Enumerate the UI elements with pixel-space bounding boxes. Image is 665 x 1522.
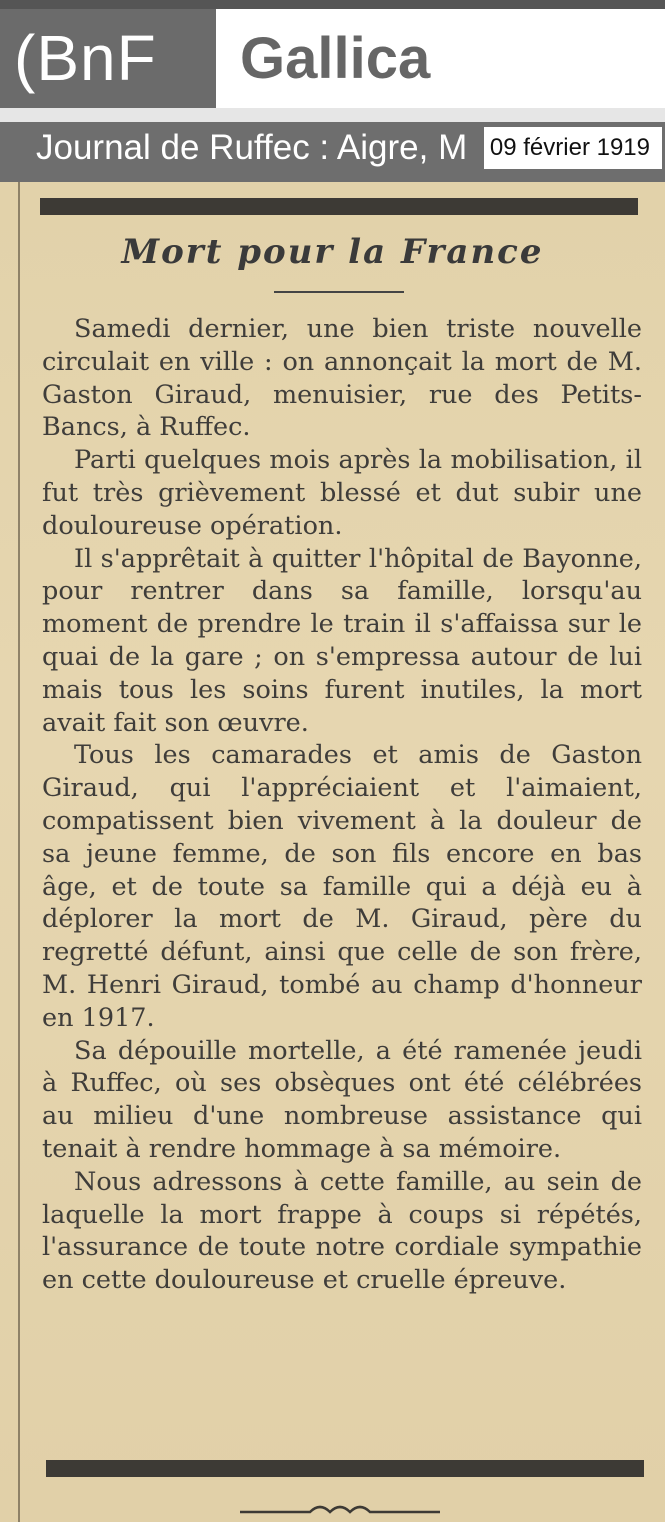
gallica-brand[interactable]: Gallica bbox=[216, 9, 665, 108]
top-separator-bar bbox=[40, 198, 638, 215]
paragraph: Parti quelques mois après la mobilisation, il fut très grièvement blessé et dut subir une douloureuse opération. bbox=[42, 445, 642, 541]
bottom-separator-bar bbox=[46, 1460, 644, 1477]
article-body bbox=[42, 313, 642, 1297]
paragraph: Nous adressons à cette famille, au sein de laquelle la mort frappe à coups si répétés, l'assurance de toute notre cordiale sympathie en cette douloureuse et cruelle épreuve. bbox=[42, 1166, 642, 1296]
paragraph: Tous les camarades et amis de Gaston Giraud, qui l'appréciaient et l'aimaient, compatissent bien vivement à la douleur de sa jeune femme, de son fils encore en bas âge, et de toute sa famille qui a déjà eu à déplorer la mort de M. Giraud, père du regretté défunt, ainsi que celle de son frère, M. Henri Giraud, tombé au champ d'honneur en 1917. bbox=[42, 740, 642, 1033]
article-title: Mort pour la France bbox=[121, 232, 544, 272]
bnf-logo[interactable]: (BnF bbox=[0, 9, 216, 108]
column-rule bbox=[18, 182, 20, 1522]
header-divider bbox=[0, 108, 665, 122]
paragraph: Samedi dernier, une bien triste nouvelle circulait en ville : on annonçait la mort de M. Gaston Giraud, menuisier, rue des Petits-Bancs, à Ruffec. bbox=[42, 314, 642, 443]
document-title-bar bbox=[0, 122, 665, 182]
paragraph: Sa dépouille mortelle, a été ramenée jeudi à Ruffec, où ses obsèques ont été célébrées au milieu d'une nombreuse assistance qui tenait à rendre hommage à sa mémoire. bbox=[42, 1035, 642, 1164]
journal-title[interactable]: Journal de Ruffec : Aigre, M bbox=[36, 128, 468, 167]
paragraph: Il s'apprêtait à quitter l'hôpital de Bayonne, pour rentrer dans sa famille, lorsqu'au moment de prendre le train il s'affaissa sur le quai de la gare ; on s'empressa autour de lui mais tous les soins furent inutiles, la mort avait fait son œuvre. bbox=[42, 543, 642, 738]
date-badge: 09 février 1919 bbox=[484, 127, 662, 169]
title-underline bbox=[274, 291, 404, 293]
top-strip bbox=[0, 0, 665, 9]
ornament-icon bbox=[240, 1500, 440, 1520]
